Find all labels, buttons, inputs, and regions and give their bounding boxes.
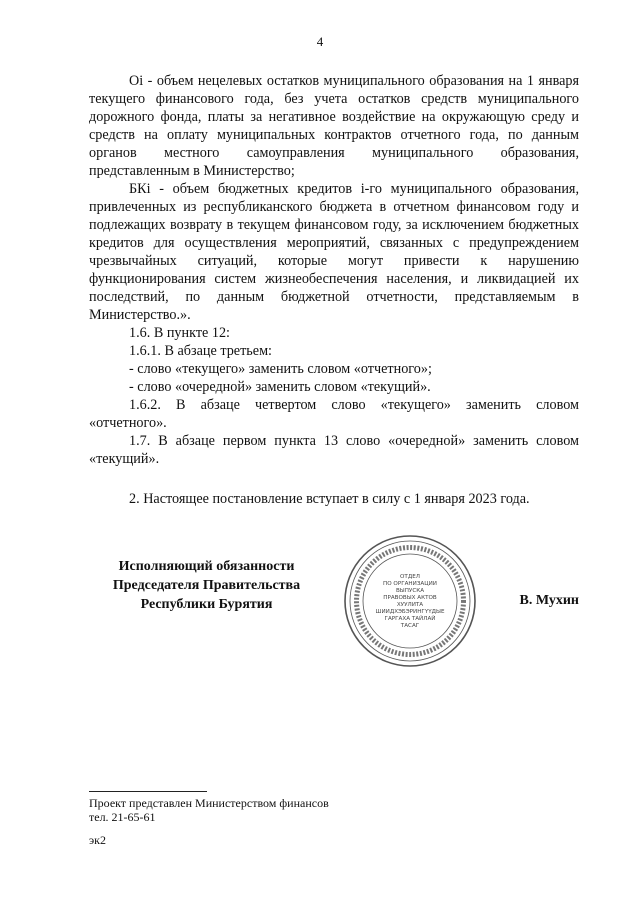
stamp-line: ВЫПУСКА: [395, 588, 425, 594]
stamp-ring-lettering: [357, 548, 464, 655]
stamp-line: ТАСАГ: [400, 623, 420, 629]
signer-title-line-2: Председателя Правительства: [112, 578, 301, 593]
stamp-line: ПРАВОВЫХ АКТОВ: [383, 595, 437, 601]
stamp-line: ХУУЛИТА: [396, 602, 424, 608]
footnote: [89, 796, 329, 824]
paragraph-replace-next: - слово «очередной» заменить словом «текущий».: [129, 379, 431, 395]
footnote-phone: тел. 21-65-61: [89, 810, 156, 824]
footnote-divider: [89, 791, 207, 792]
document-code: эк2: [89, 833, 106, 847]
signer-name: В. Мухин: [519, 593, 579, 608]
paragraph-effective-date: 2. Настоящее постановление вступает в силу с 1 января 2023 года.: [129, 491, 530, 507]
signer-title: [89, 557, 324, 614]
paragraph-item-1-6: 1.6. В пункте 12:: [129, 325, 230, 341]
paragraph-item-1-6-2: 1.6.2. В абзаце четвертом слово «текущего» заменить словом «отчетного».: [89, 397, 579, 431]
stamp-line: ОТДЕЛ: [400, 574, 420, 580]
official-stamp-seal: [342, 533, 478, 669]
signer-title-line-3: Республики Бурятия: [140, 597, 273, 612]
signature-block: [89, 553, 579, 663]
stamp-ring-2: [350, 541, 470, 661]
spacer: [89, 468, 579, 490]
stamp-line: ПО ОРГАНИЗАЦИИ: [383, 581, 437, 587]
paragraph-bki-definition: БКi - объем бюджетных кредитов i-го муниципального образования, привлеченных из республиканского бюджета в отчетном финансовом году и подлежащих возврату в текущем финансовом году, за исключением бюджетных кредитов для осуществления мероприятий, связанных с предупреждением чрезвычайных ситуаций, которые могут привести к нарушению функционирования систем жизнеобеспечения населения, и ликвидацией их последствий, по данным бюджетной отчетности, представляемым в Министерство.».: [89, 181, 579, 323]
footnote-prepared-by: Проект представлен Министерством финансов: [89, 796, 329, 810]
paragraph-replace-current: - слово «текущего» заменить словом «отчетного»;: [129, 361, 432, 377]
paragraph-oi-definition: Оi - объем нецелевых остатков муниципального образования на 1 января текущего финансового года, без учета остатков средств муниципального дорожного фонда, платы за негативное воздействие на окружающую среду и средств на оплату муниципальных контрактов отчетного года, по данным органов местного самоуправления муниципального образования, представленным в Министерство;: [89, 73, 579, 179]
stamp-center-text: [375, 574, 445, 629]
stamp-line: ГАРГАХА ТАЙЛАЙ: [384, 616, 436, 622]
stamp-inner-ring: [363, 554, 457, 648]
stamp-outer-ring: [345, 536, 475, 666]
document-body: [89, 72, 579, 508]
paragraph-item-1-6-1: 1.6.1. В абзаце третьем:: [129, 343, 272, 359]
signer-title-line-1: Исполняющий обязанности: [118, 559, 295, 574]
page-number: 4: [316, 34, 324, 49]
stamp-line: ШИИДХЭБЭРИНГҮҮДЫЕ: [375, 609, 445, 615]
paragraph-item-1-7: 1.7. В абзаце первом пункта 13 слово «очередной» заменить словом «текущий».: [89, 433, 579, 467]
